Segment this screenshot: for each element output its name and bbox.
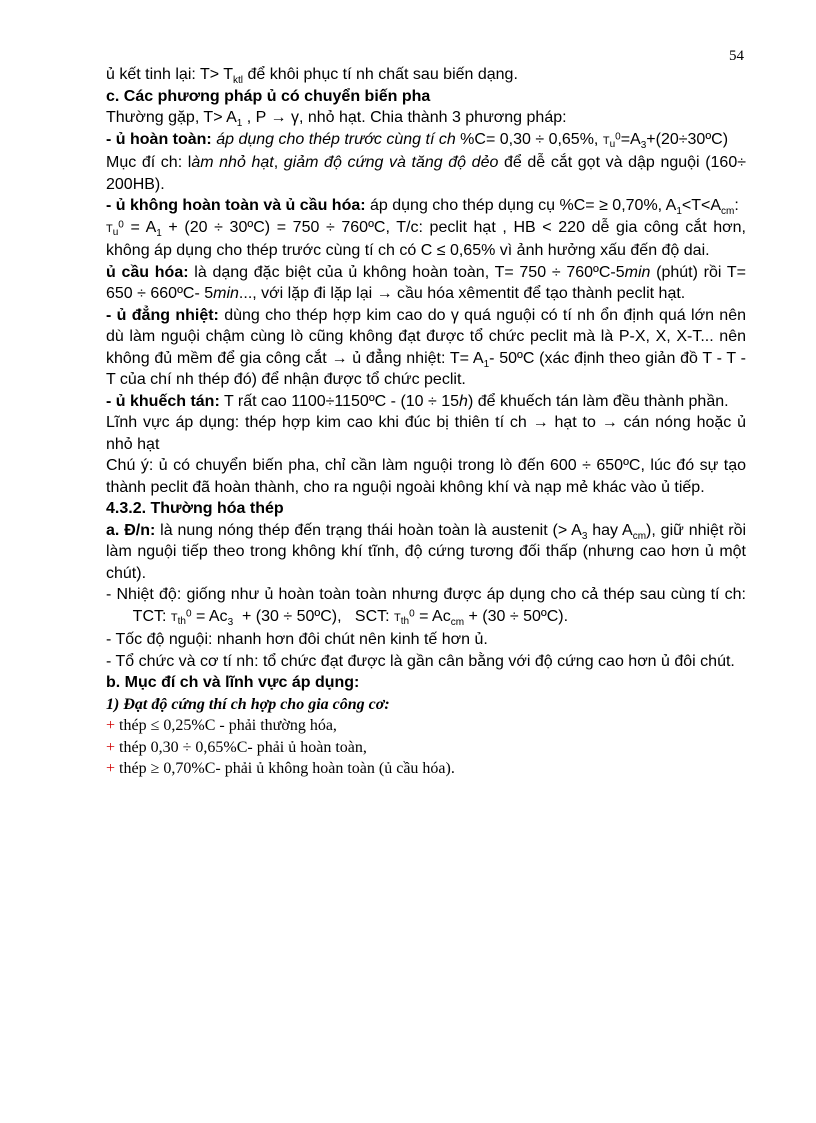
paragraph: - Nhiệt độ: giống như ủ hoàn toàn toàn nhưng được áp dụng cho cả thép sau cùng tí ch: TCT: $T_{th}^0 = Ac_3 + (30$ ÷ 50ºC), SCT: $T_{th}^0 = Ac_{cm} + (30$ ÷ 50ºC).	[106, 586, 746, 628]
paragraph: - Tổ chức và cơ tí nh: tổ chức đạt được là gần cân bằng với độ cứng cao hơn ủ đôi chút.	[106, 652, 735, 670]
paragraph: + thép ≤ 0,25%C - phải thường hóa,	[106, 717, 337, 734]
section-heading: c. Các phương pháp ủ có chuyển biến pha	[106, 87, 431, 105]
document-body	[106, 64, 746, 780]
section-heading: b. Mục đí ch và lĩnh vực áp dụng:	[106, 674, 360, 691]
section-heading: 4.3.2. Thường hóa thép	[106, 500, 284, 517]
paragraph: - Tốc độ nguội: nhanh hơn đôi chút nên kinh tế hơn ủ.	[106, 631, 488, 648]
paragraph: - ủ hoàn toàn: áp dụng cho thép trước cùng tí ch %C= 0,30 ÷ 0,65%, $T_u^0=A_3+(20\div 30ºC)$	[106, 130, 729, 151]
paragraph: - ủ không hoàn toàn và ủ cầu hóa: áp dụng cho thép dụng cụ %C= ≥ 0,70%, $A_1<T<A_{cm}$:	[106, 197, 739, 218]
paragraph: $T_u^0 = A_1 + (20$ ÷ 30ºC) = 750 ÷ 760ºC, T/c: peclit hạt , HB < 220 dễ gia công cắt hơn, không áp dụng cho thép trước cùng tí ch có C ≤ 0,65% vì ảnh hưởng xấu đến độ dai.	[106, 218, 747, 259]
paragraph: - ủ đẳng nhiệt: dùng cho thép hợp kim cao do γ quá nguội có tí nh ổn định quá lớn nên dù làm nguội chậm cùng lò cũng không đạt được tổ chức peclit mà là P-X, X, X-T... nên không đủ mềm để gia công cắt → ủ đẳng nhiệt: $T= A_1-$ 50ºC (xác định theo giản đồ T - T - T của chí nh thép đó) để nhận được tổ chức peclit.	[106, 306, 747, 388]
paragraph: + thép 0,30 ÷ 0,65%C- phải ủ hoàn toàn,	[106, 738, 367, 756]
paragraph: Chú ý: ủ có chuyển biến pha, chỉ cần làm nguội trong lò đến 600 ÷ 650ºC, lúc đó sự tạo thành peclit đã hoàn thành, cho ra nguội ngoài không khí và nạp mẻ khác vào ủ tiếp.	[106, 457, 746, 496]
paragraph: - ủ khuếch tán: T rất cao 1100÷1150ºC - (10 ÷ 15h) để khuếch tán làm đều thành phần.	[106, 392, 729, 410]
paragraph: 1) Đạt độ cứng thí ch hợp cho gia công cơ:	[106, 695, 390, 713]
paragraph: a. Đ/n: là nung nóng thép đến trạng thái hoàn toàn là austenit (> $A_3$ hay $A_{cm}$), giữ nhiệt rồi làm nguội tiếp theo trong không khí tĩnh, độ cứng tương đối thấp (nhưng cao hơn ủ một chút).	[106, 521, 747, 582]
paragraph: Mục đí ch: làm nhỏ hạt, giảm độ cứng và tăng độ dẻo để dễ cắt gọt và dập nguội (160÷ 200HB).	[106, 154, 747, 193]
paragraph: + thép ≥ 0,70%C- phải ủ không hoàn toàn (ủ cầu hóa).	[106, 760, 455, 777]
paragraph: Lĩnh vực áp dụng: thép hợp kim cao khi đúc bị thiên tí ch → hạt to → cán nóng hoặc ủ nhỏ hạt	[106, 414, 746, 453]
paragraph: ủ cầu hóa: là dạng đặc biệt của ủ không hoàn toàn, T= 750 ÷ 760ºC-5min (phút) rồi T= 650 ÷ 660ºC- 5min..., với lặp đi lặp lại → cầu hóa xêmentit để tạo thành peclit hạt.	[106, 263, 746, 302]
paragraph: ủ kết tinh lại: $T> T_{ktl}$ để khôi phục tí nh chất sau biến dạng.	[106, 66, 518, 87]
page-number: 54	[729, 48, 744, 64]
paragraph: Thường gặp, $T> A_1$ , P → γ, nhỏ hạt. Chia thành 3 phương pháp:	[106, 109, 567, 130]
